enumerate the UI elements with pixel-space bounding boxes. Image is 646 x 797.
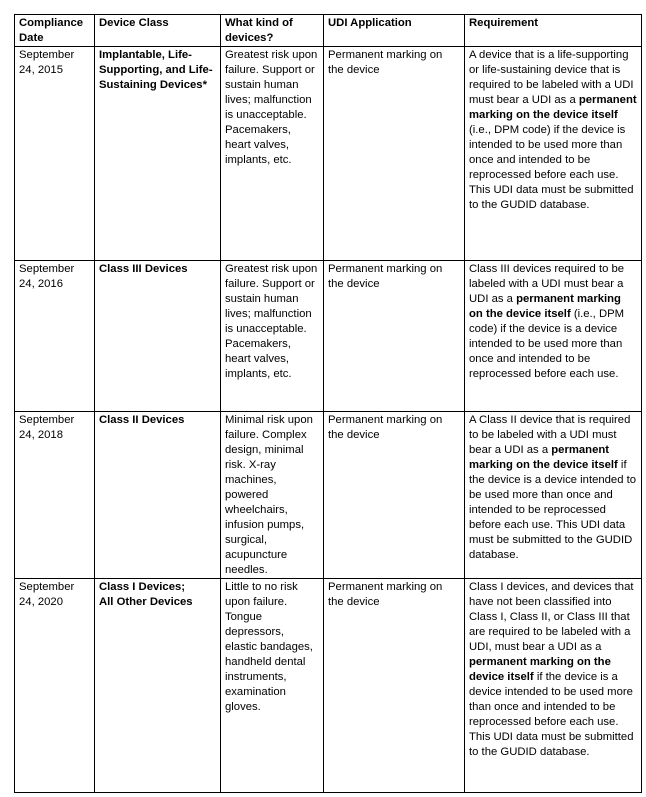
cell-udi-application: Permanent marking on the device (324, 47, 465, 261)
table-row (15, 579, 642, 793)
cell-requirement (465, 47, 642, 261)
requirement-text: Class III devices required to be labeled with a UDI must bear a UDI as a (469, 263, 625, 305)
requirement-text-rest: (i.e., DPM code) if the device is intended to be used more than once and intended to be reprocessed before each use. This UDI data must be submitted to the GUDID database. (469, 124, 634, 211)
cell-compliance-date: September 24, 2015 (15, 47, 95, 261)
cell-kind: Greatest risk upon failure. Support or sustain human lives; malfunction is unacceptable. Pacemakers, heart valves, implants, etc. (221, 47, 324, 261)
requirement-text: Class I devices, and devices that have not been classified into Class I, Class II, or Class III that are required to be labeled with a UDI, must bear a UDI as a (469, 581, 634, 653)
header-kind: What kind of devices? (221, 15, 324, 47)
device-class-line: Implantable, Life-Supporting, and Life-Sustaining Devices* (99, 49, 213, 91)
cell-device-class (95, 261, 221, 412)
device-class-line: Class III Devices (99, 263, 188, 275)
cell-udi-application: Permanent marking on the device (324, 412, 465, 579)
cell-udi-application: Permanent marking on the device (324, 579, 465, 793)
requirement-text-rest: (i.e., DPM code) if the device is a device intended to be used more than once and intended to be reprocessed before each use. (469, 308, 625, 380)
requirement-emphasis: permanent marking on the device itself (469, 293, 621, 320)
requirement-emphasis: permanent marking on the device itself (469, 656, 611, 683)
cell-device-class (95, 412, 221, 579)
device-class-line: All Other Devices (99, 596, 193, 608)
cell-requirement (465, 261, 642, 412)
header-compliance-date: Compliance Date (15, 15, 95, 47)
requirement-text-rest: if the device is a device intended to be used more than once and intended to be reprocessed before each use. This UDI data must be submitted to the GUDID database. (469, 671, 634, 758)
cell-device-class (95, 47, 221, 261)
cell-udi-application: Permanent marking on the device (324, 261, 465, 412)
device-class-line: Class II Devices (99, 414, 185, 426)
requirement-text: A Class II device that is required to be labeled with a UDI must bear a UDI as a (469, 414, 631, 456)
table-row (15, 261, 642, 412)
header-requirement: Requirement (465, 15, 642, 47)
header-row (15, 15, 642, 47)
cell-compliance-date: September 24, 2018 (15, 412, 95, 579)
cell-requirement (465, 579, 642, 793)
udi-compliance-table (14, 14, 642, 793)
cell-device-class (95, 579, 221, 793)
cell-kind: Little to no risk upon failure. Tongue depressors, elastic bandages, handheld dental instruments, examination gloves. (221, 579, 324, 793)
header-device-class: Device Class (95, 15, 221, 47)
table-row (15, 412, 642, 579)
requirement-emphasis: permanent marking on the device itself (469, 94, 637, 121)
cell-kind: Minimal risk upon failure. Complex design, minimal risk. X-ray machines, powered wheelchairs, infusion pumps, surgical, acupuncture needles. (221, 412, 324, 579)
device-class-line: Class I Devices; (99, 581, 186, 593)
header-udi-application: UDI Application (324, 15, 465, 47)
requirement-text-rest: if the device is a device intended to be used more than once and intended to be reprocessed before each use. This UDI data must be submitted to the GUDID database. (469, 459, 637, 561)
requirement-text: A device that is a life-supporting or life-sustaining device that is required to be labeled with a UDI must bear a UDI as a (469, 49, 634, 106)
table-row (15, 47, 642, 261)
cell-compliance-date: September 24, 2016 (15, 261, 95, 412)
requirement-emphasis: permanent marking on the device itself (469, 444, 618, 471)
cell-requirement (465, 412, 642, 579)
cell-compliance-date: September 24, 2020 (15, 579, 95, 793)
cell-kind: Greatest risk upon failure. Support or sustain human lives; malfunction is unacceptable. Pacemakers, heart valves, implants, etc. (221, 261, 324, 412)
